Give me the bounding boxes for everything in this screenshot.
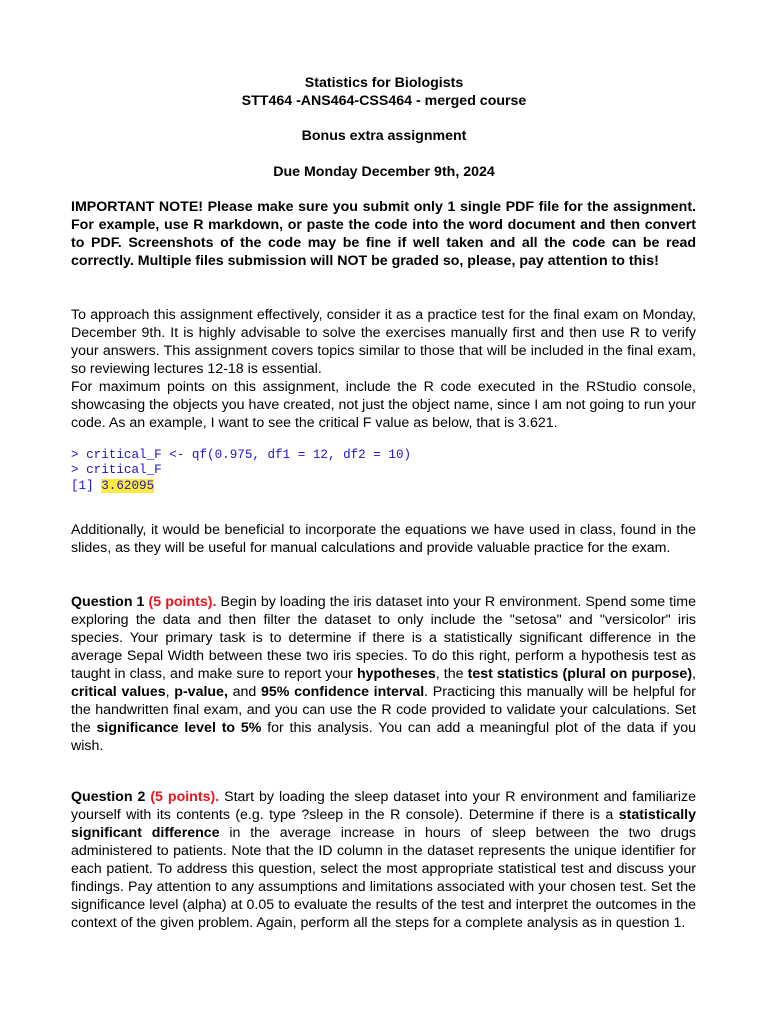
- q1-text-5: and: [227, 684, 261, 700]
- q1-hypotheses: hypotheses: [356, 666, 436, 682]
- question-2-points: (5 points).: [150, 789, 220, 805]
- question-2-label: Question 2: [71, 789, 146, 805]
- additional-note-text: Additionally, it would be beneficial to incorporate the equations we have used in class, found in the slides, as they will be useful for manual calculations and provide valuable practice for the exam.: [71, 522, 696, 556]
- q1-text-6: . Practicing this manually will be helpful for the handwritten final exam, and you can use the R code provided to validate your calculations. Set the: [71, 684, 697, 736]
- question-1-points: (5 points).: [148, 594, 217, 610]
- q1-text-3: ,: [692, 666, 696, 682]
- q1-text-4: ,: [165, 684, 175, 700]
- important-note: [71, 198, 696, 270]
- q1-critical-values: critical values: [71, 684, 166, 700]
- q2-text-1: Start by loading the sleep dataset into your R environment and familiarize yourself with its contents (e.g. type ?sleep in the R console). Determine if there is a: [71, 789, 696, 823]
- assignment-title: Bonus extra assignment: [301, 128, 467, 144]
- q2-text-2: in the average increase in hours of sleep between the two drugs administered to patients. Note that the ID column in the dataset represents the unique identifier for each patient. To address this question, select the most appropriate statistical test and discuss your findings. Pay attention to any assumptions and limitations associated with your chosen test. Set the significance level (alpha) at 0.05 to evaluate the results of the test and interpret the outcomes in the context of the given problem. Again, perform all the steps for a complete analysis as in question 1.: [71, 825, 696, 931]
- question-2: [71, 788, 696, 932]
- q1-text-1: Begin by loading the iris dataset into your R environment. Spend some time exploring the data and then filter the dataset to only include the "setosa" and "versicolor" iris species. Your primary task is to determine if there is a statistically significant difference in the average Sepal Width between these two iris species. To do this right, perform a hypothesis test as taught in class, and make sure to report your: [71, 594, 696, 682]
- intro-section: [71, 306, 696, 432]
- intro-paragraph-1: To approach this assignment effectively, consider it as a practice test for the final exam on Monday, December 9th. It is highly advisable to solve the exercises manually first and then use R to verify your answers. This assignment covers topics similar to those that will be included in the final exam, so reviewing lectures 12-18 is essential.: [71, 307, 696, 377]
- code-line-2: > critical_F: [71, 463, 162, 478]
- question-1: [71, 593, 696, 755]
- code-line-3: [71, 479, 411, 494]
- q1-p-value: p-value,: [174, 684, 228, 700]
- question-1-label: Question 1: [71, 594, 145, 610]
- q1-text-2: , the: [435, 666, 468, 682]
- q1-significance-level: significance level to 5%: [96, 720, 262, 736]
- question-2-text: [71, 788, 696, 932]
- q1-text-7: for this analysis. You can add a meaningful plot of the data if you wish.: [71, 720, 696, 754]
- critical-f-value: 3.62095: [101, 479, 155, 494]
- question-1-text: [71, 593, 696, 755]
- additional-note: [71, 521, 696, 557]
- code-line-1: > critical_F <- qf(0.975, df1 = 12, df2 = 10): [71, 448, 412, 462]
- document-title: Statistics for Biologists: [304, 75, 464, 91]
- intro-paragraph-2: For maximum points on this assignment, include the R code executed in the RStudio console, showcasing the objects you have created, not just the object name, since I am not going to run your code. As an example, I want to see the critical F value as below, that is 3.621.: [71, 379, 696, 431]
- q1-confidence-interval: 95% confidence interval: [260, 684, 425, 700]
- code-output-prefix: [1]: [71, 479, 102, 494]
- q2-significant-difference: statistically significant difference: [71, 807, 696, 841]
- course-code: STT464 -ANS464-CSS464 - merged course: [241, 93, 527, 109]
- important-note-text: IMPORTANT NOTE! Please make sure you submit only 1 single PDF file for the assignment. For example, use R markdown, or paste the code into the word document and then convert to PDF. Screenshots of the code may be fine if well taken and all the code can be read correctly. Multiple files submission will NOT be graded so, please, pay attention to this!: [71, 199, 696, 269]
- r-code-block: [71, 448, 411, 495]
- due-date: Due Monday December 9th, 2024: [273, 164, 495, 180]
- q1-test-statistics: test statistics (plural on purpose): [467, 666, 693, 682]
